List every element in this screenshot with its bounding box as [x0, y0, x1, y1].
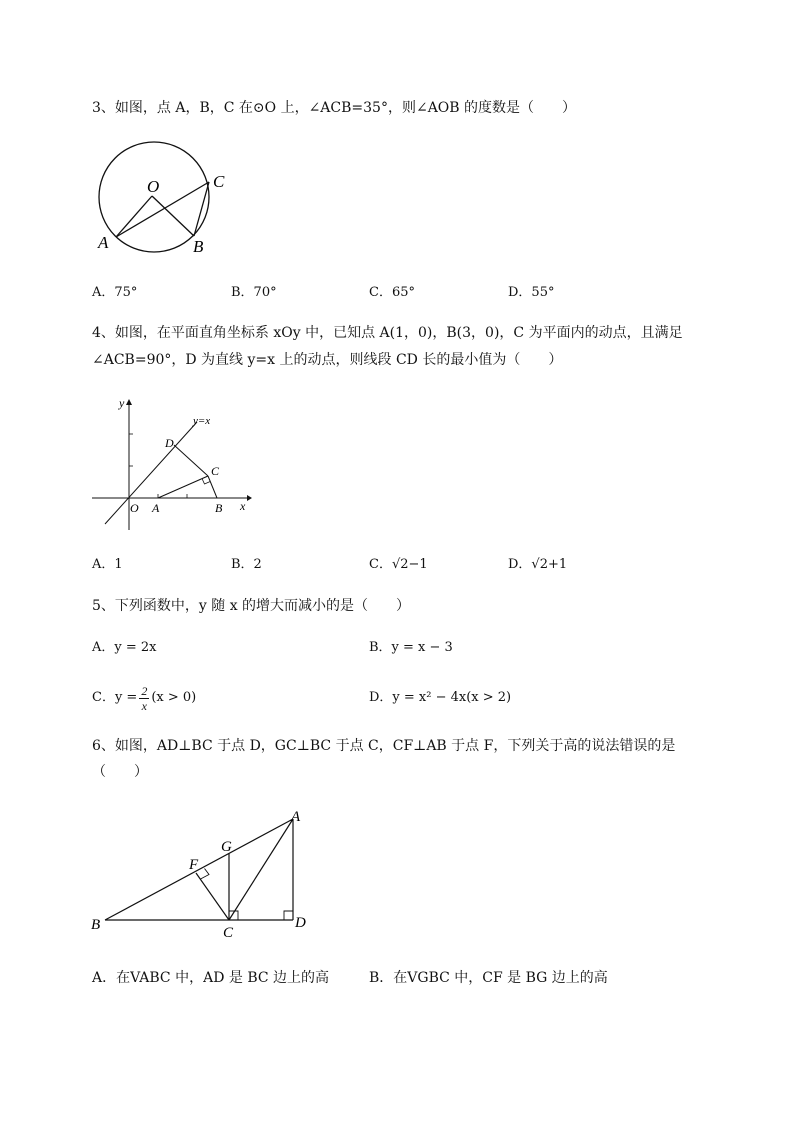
q3-circle [99, 142, 209, 252]
q3-seg-AC [116, 182, 209, 237]
q4-y-arrow [126, 399, 132, 405]
q6-label-A: A [291, 809, 301, 825]
q6-figure [88, 805, 323, 945]
q4-option-b: B．2 [231, 557, 262, 572]
q3-option-c: C．65° [369, 285, 415, 300]
q6-seg-BA [105, 819, 293, 920]
q5-option-d: D．y = x² − 4x(x > 2) [369, 690, 512, 705]
q4-option-d: D．√2+1 [508, 557, 568, 572]
q3-label-B: B [193, 237, 204, 256]
q5-option-c-prefix: C．y = [92, 690, 138, 705]
q3-seg-OA [116, 196, 152, 237]
q6-label-D: D [295, 915, 306, 931]
q4-label-line: y=x [193, 415, 211, 427]
q6-label-F: F [189, 857, 199, 873]
q6-option-a: A．在VABC 中，AD 是 BC 边上的高 [92, 970, 330, 986]
q4-label-x: x [240, 499, 246, 513]
q5-option-c-numerator: 2 [141, 683, 148, 698]
q4-seg-BC [208, 476, 217, 498]
q4-x-arrow [247, 495, 252, 501]
q5-text: 5、下列函数中，y 随 x 的增大而减小的是（ ） [92, 598, 411, 614]
q3-figure [90, 140, 240, 265]
q4-label-y: y [119, 396, 125, 410]
q5-option-c-suffix: (x > 0) [151, 690, 197, 705]
q4-seg-DC [174, 445, 208, 476]
q5-option-c [92, 680, 196, 716]
q4-label-C: C [211, 464, 220, 478]
q4-seg-AC [158, 476, 208, 498]
q4-label-D: D [165, 436, 174, 450]
q6-text-line2: （ ） [92, 764, 148, 780]
q3-label-O: O [147, 177, 160, 196]
q5-option-a: A．y = 2x [92, 640, 157, 655]
q3-option-a: A．75° [92, 285, 138, 300]
q4-figure [90, 392, 260, 532]
q6-right-angle-F [201, 869, 210, 880]
q6-label-C: C [223, 925, 234, 941]
q5-option-b: B．y = x − 3 [369, 640, 453, 655]
q4-line-y-eq-x [105, 422, 197, 524]
q6-label-G: G [221, 839, 232, 855]
q4-label-B: B [215, 501, 223, 515]
q6-right-angle-D [284, 911, 293, 920]
q4-label-A: A [152, 501, 160, 515]
q3-label-C: C [213, 172, 225, 191]
q5-option-c-denominator: x [141, 698, 147, 713]
q6-label-B: B [91, 917, 101, 933]
q4-text-line1: 4、如图，在平面直角坐标系 xOy 中，已知点 A(1，0)，B(3，0)，C 为平面内的动点，且满足 [92, 325, 683, 341]
q6-text-line1: 6、如图，AD⊥BC 于点 D，GC⊥BC 于点 C，CF⊥AB 于点 F，下列关于高的说法错误的是 [92, 738, 676, 754]
q5-option-c-fraction [139, 684, 149, 713]
q6-seg-FC [196, 873, 229, 920]
q4-option-a: A．1 [92, 557, 123, 572]
q3-seg-OB [152, 196, 194, 236]
q4-label-O: O [130, 501, 139, 515]
q4-text-line2: ∠ACB=90°，D 为直线 y=x 上的动点，则线段 CD 长的最小值为（ ） [92, 352, 563, 368]
q6-option-b: B．在VGBC 中，CF 是 BG 边上的高 [369, 970, 608, 986]
q3-label-A: A [98, 233, 109, 252]
q6-seg-CA [229, 819, 293, 920]
q4-option-c: C．√2−1 [369, 557, 428, 572]
q3-text: 3、如图，点 A，B，C 在⊙O 上，∠ACB=35°，则∠AOB 的度数是（ ） [92, 100, 577, 116]
q3-option-d: D．55° [508, 285, 555, 300]
q3-option-b: B．70° [231, 285, 277, 300]
